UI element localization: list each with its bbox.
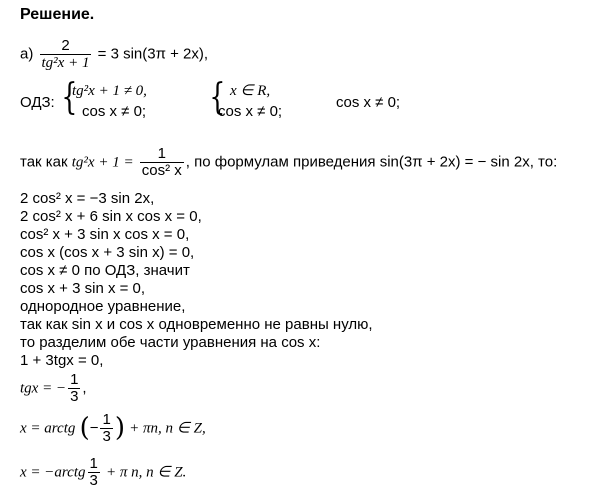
step-4: cos x (cos x + 3 sin x) = 0, — [20, 244, 195, 261]
tgx-fraction — [68, 372, 80, 405]
solution-1-minus: − — [89, 419, 99, 437]
left-paren: ( — [79, 413, 90, 443]
solution-2-numerator: 1 — [89, 455, 98, 472]
step-9: то разделим обе части уравнения на cos x: — [20, 334, 321, 351]
since-fraction — [140, 146, 184, 179]
odz-system1-line2: cos x ≠ 0; — [82, 103, 147, 120]
step-3: cos² x + 3 sin x cos x = 0, — [20, 226, 190, 243]
right-paren: ) — [114, 413, 125, 443]
solution-2-denominator: 3 — [89, 472, 98, 489]
solution-1-lhs: x = arctg — [20, 420, 76, 437]
equation-rhs: = 3 sin(3π + 2x), — [97, 45, 209, 63]
since-line — [20, 146, 557, 179]
solution-1-fraction — [100, 412, 112, 445]
fraction-denominator: tg²x + 1 — [41, 55, 90, 71]
tgx-denominator: 3 — [70, 388, 79, 405]
step-5: cos x ≠ 0 по ОДЗ, значит — [20, 262, 190, 279]
solution-2-lhs: x = −arctg — [20, 464, 86, 481]
step-1: 2 cos² x = −3 sin 2x, — [20, 190, 155, 207]
tgx-numerator: 1 — [70, 371, 79, 388]
tgx-lhs: tgx = − — [20, 380, 67, 397]
solution-2-tail: + π n, n ∈ Z. — [106, 464, 187, 481]
since-prefix: так как — [20, 153, 68, 171]
odz-result: cos x ≠ 0; — [336, 94, 401, 111]
step-7: однородное уравнение, — [20, 298, 186, 315]
odz-label: ОДЗ: — [20, 94, 55, 111]
odz-system2-line2: cos x ≠ 0; — [218, 103, 283, 120]
odz-system1-line1: tg²x + 1 ≠ 0, — [72, 83, 147, 99]
system-brace-1: { — [61, 77, 78, 118]
solution-1-tail: + πn, n ∈ Z, — [129, 420, 206, 437]
since-middle: по формулам приведения — [194, 153, 376, 171]
tgx-tail: , — [82, 379, 87, 397]
step-10: 1 + 3tgx = 0, — [20, 352, 104, 369]
equation-fraction — [40, 38, 92, 71]
solution-title: Решение. — [20, 6, 95, 23]
solution-1-denominator: 3 — [102, 428, 111, 445]
solution-2 — [20, 456, 186, 489]
step-2: 2 cos² x + 6 sin x cos x = 0, — [20, 208, 202, 225]
system-brace-2: { — [209, 77, 226, 118]
since-comma: , — [185, 153, 190, 171]
since-fraction-denominator: cos² x — [141, 162, 182, 179]
tgx-line — [20, 372, 87, 405]
equation-a — [20, 38, 208, 71]
step-6: cos x + 3 sin x = 0, — [20, 280, 146, 297]
reduction-formula: sin(3π + 2x) = − sin 2x — [379, 153, 530, 171]
odz-system2-line1: x ∈ R, — [230, 83, 271, 99]
part-label: а) — [20, 45, 34, 63]
solution-1-numerator: 1 — [102, 411, 111, 428]
since-lhs: tg²x + 1 = — [71, 154, 134, 171]
since-fraction-numerator: 1 — [157, 145, 166, 162]
step-8: так как sin x и cos x одновременно не равны нулю, — [20, 316, 373, 333]
solution-1 — [20, 412, 206, 445]
fraction-numerator: 2 — [61, 37, 70, 54]
solution-2-fraction — [88, 456, 100, 489]
since-suffix: , то: — [529, 153, 558, 171]
